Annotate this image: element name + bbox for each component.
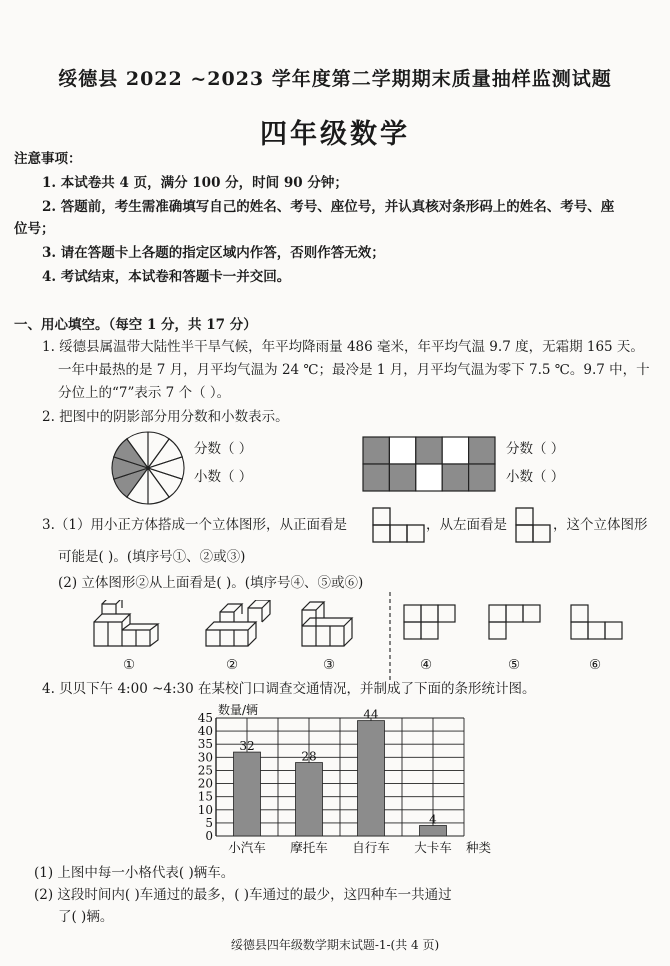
grid-cell bbox=[416, 437, 442, 464]
q2-fraction-left: 分数（ ） bbox=[194, 441, 253, 457]
y-axis-label: 数量/辆 bbox=[218, 703, 259, 717]
solid-figure-1 bbox=[92, 600, 172, 648]
figure-label-2: ② bbox=[226, 657, 239, 673]
notice-heading: 注意事项： bbox=[14, 151, 82, 167]
circle-sector bbox=[148, 439, 182, 468]
bar-value-label: 44 bbox=[363, 707, 379, 722]
bar bbox=[296, 763, 323, 836]
y-tick-label: 5 bbox=[205, 815, 213, 830]
grid-cell bbox=[389, 464, 415, 491]
q3a-line-2: 可能是( )。(填序号①、②或③) bbox=[58, 549, 246, 565]
q3b-text: (2) 立体图形②从上面看是( )。(填序号④、⑤或⑥) bbox=[58, 575, 364, 591]
bar-chart bbox=[186, 700, 526, 860]
grid-cell bbox=[389, 437, 415, 464]
y-tick-label: 10 bbox=[197, 802, 213, 817]
exam-subject: 四年级数学 bbox=[260, 119, 410, 150]
q2-decimal-left: 小数（ ） bbox=[194, 469, 253, 485]
y-tick-label: 25 bbox=[197, 763, 213, 778]
y-tick-label: 0 bbox=[205, 829, 213, 843]
notice-item-1: 1. 本试卷共 4 页，满分 100 分，时间 90 分钟； bbox=[42, 175, 348, 191]
grid-cell bbox=[469, 437, 495, 464]
bar bbox=[358, 721, 385, 836]
bar-value-label: 32 bbox=[239, 739, 255, 754]
q4-sub-2: (2) 这段时间内( )车通过的最多，( )车通过的最少，这四种车一共通过 bbox=[34, 887, 452, 903]
notice-item-3: 3. 请在答题卡上各题的指定区域内作答，否则作答无效； bbox=[42, 245, 385, 261]
y-tick-label: 35 bbox=[197, 737, 213, 752]
notice-item-4: 4. 考试结束，本试卷和答题卡一并交回。 bbox=[42, 269, 291, 285]
bar bbox=[234, 752, 261, 836]
q4-text: 4. 贝贝下午 4:00 ~4:30 在某校门口调查交通情况，并制成了下面的条形统计图。 bbox=[42, 681, 536, 697]
figure-label-5: ⑤ bbox=[508, 657, 521, 673]
notice-item-2-cont: 位号； bbox=[14, 221, 55, 237]
q2-text: 2. 把图中的阴影部分用分数和小数表示。 bbox=[42, 409, 289, 425]
x-tick-label: 自行车 bbox=[352, 840, 390, 855]
circle-sector bbox=[148, 468, 182, 497]
q3-left-view bbox=[515, 507, 553, 543]
figure-divider bbox=[388, 592, 392, 682]
q2-decimal-right: 小数（ ） bbox=[506, 469, 565, 485]
top-view-4 bbox=[403, 604, 457, 640]
bar-value-label: 28 bbox=[301, 749, 317, 764]
grid-cell bbox=[363, 437, 389, 464]
q2-grid-figure bbox=[362, 436, 496, 492]
x-tick-label: 大卡车 bbox=[414, 840, 452, 855]
grid-cell bbox=[469, 464, 495, 491]
page-footer: 绥德县四年级数学期末试题-1-(共 4 页) bbox=[230, 938, 440, 952]
q2-fraction-right: 分数（ ） bbox=[506, 441, 565, 457]
y-tick-label: 30 bbox=[197, 750, 213, 765]
y-tick-label: 20 bbox=[197, 776, 213, 791]
grid-cell bbox=[416, 464, 442, 491]
x-tick-label: 摩托车 bbox=[290, 840, 328, 855]
grid-cell bbox=[363, 464, 389, 491]
y-tick-label: 45 bbox=[197, 711, 213, 725]
top-view-6 bbox=[570, 604, 624, 640]
q4-sub-2-cont: 了( )辆。 bbox=[58, 909, 114, 925]
figure-label-3: ③ bbox=[323, 657, 336, 673]
q3a-text-3: ，这个立体图形 bbox=[553, 517, 648, 533]
y-tick-label: 15 bbox=[197, 789, 213, 804]
q1-line-3: 分位上的“7”表示 7 个（ ）。 bbox=[58, 385, 231, 401]
q1-line-2: 一年中最热的是 7 月，月平均气温为 24 ℃；最冷是 1 月，月平均气温为零下 7.5 ℃。9.7 中，十 bbox=[58, 362, 650, 378]
solid-figure-3 bbox=[300, 600, 370, 648]
grid-cell bbox=[442, 437, 468, 464]
bar bbox=[420, 826, 447, 836]
q2-circle-figure bbox=[110, 430, 186, 506]
q4-sub-1: (1) 上图中每一小格代表( )辆车。 bbox=[34, 865, 235, 881]
exam-title: 绥德县 2022 ~2023 学年度第二学期期末质量抽样监测试题 bbox=[58, 68, 612, 90]
x-axis-label: 种类 bbox=[466, 840, 492, 855]
top-view-5 bbox=[488, 604, 542, 640]
notice-item-2: 2. 答题前，考生需准确填写自己的姓名、考号、座位号，并认真核对条形码上的姓名、考号、座 bbox=[42, 199, 615, 215]
y-tick-label: 40 bbox=[197, 724, 213, 739]
x-tick-label: 小汽车 bbox=[228, 840, 266, 855]
bar-value-label: 4 bbox=[429, 812, 437, 827]
solid-figure-2 bbox=[204, 600, 278, 648]
figure-label-4: ④ bbox=[420, 657, 433, 673]
figure-label-1: ① bbox=[123, 657, 136, 673]
figure-label-6: ⑥ bbox=[589, 657, 602, 673]
grid-cell bbox=[442, 464, 468, 491]
q1-line-1: 1. 绥德县属温带大陆性半干旱气候，年平均降雨量 486 毫米，年平均气温 9.7 度，无霜期 165 天。 bbox=[42, 339, 644, 355]
q3a-text-2: ，从左面看是 bbox=[426, 517, 507, 533]
section-1-heading: 一、用心填空。（每空 1 分，共 17 分） bbox=[14, 317, 257, 333]
q3-front-view bbox=[372, 507, 426, 543]
q3a-text-1: 3.（1）用小正方体搭成一个立体图形，从正面看是 bbox=[42, 517, 347, 533]
